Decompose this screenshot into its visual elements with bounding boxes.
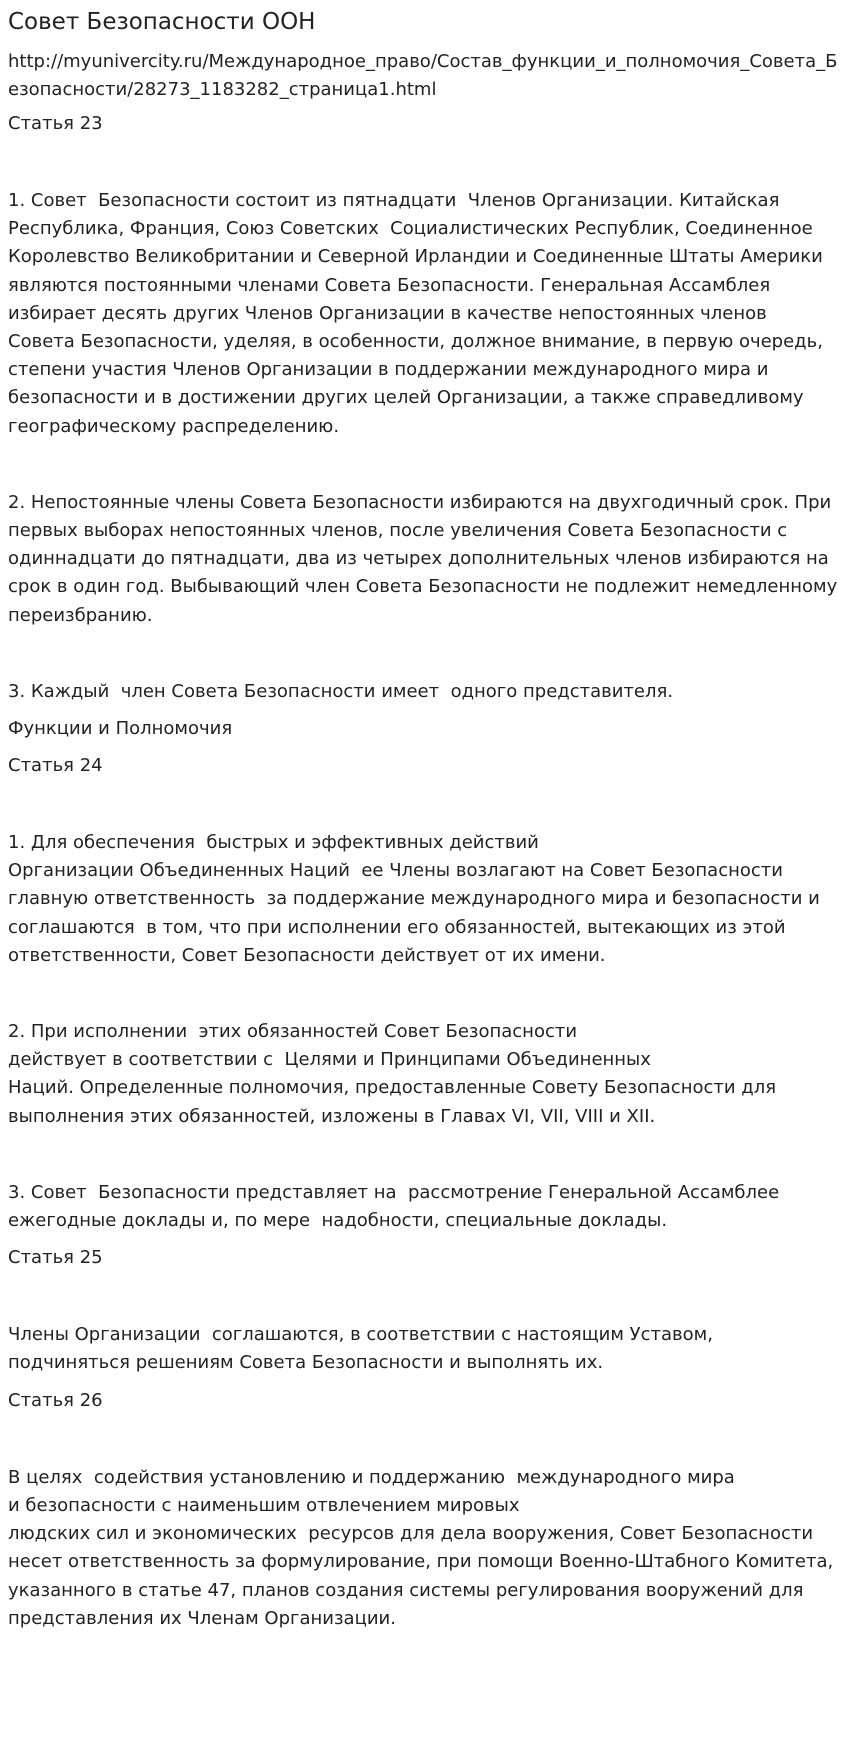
article-paragraph: Члены Организации соглашаются, в соответствии с настоящим Уставом, подчиняться решениям Совета Безопасности и выполнять их. bbox=[8, 1324, 719, 1374]
page-title: Совет Безопасности ООН bbox=[8, 9, 316, 35]
article-paragraph: 3. Совет Безопасности представляет на рассмотрение Генеральной Ассамблее ежегодные доклады и, по мере надобности, специальные доклады. bbox=[8, 1181, 785, 1232]
article-paragraph: 1. Для обеспечения быстрых и эффективных действий Организации Объединенных Наций ее Члены возлагают на Совет Безопасности главную ответственность за поддержание международного мира и безопасности и соглашаются в том, что при исполнении его обязанностей, вытекающих из этой ответственности, Совет Безопасности действует от их имени. bbox=[8, 832, 820, 966]
article-heading: Статья 23 bbox=[8, 113, 103, 134]
article-paragraph: В целях содействия установлению и поддержанию международного мира и безопасности с наименьшим отвлечением мировых людских сил и экономических ресурсов для дела вооружения, Совет Безопасности несет ответственность за формулирование, при помощи Военно-Штабного Комитета, указанного в статье 47, планов создания системы регулирования вооружений для представления их Членам Организации. bbox=[8, 1466, 834, 1629]
article-heading: Статья 24 bbox=[8, 755, 103, 777]
article-paragraph: 1. Совет Безопасности состоит из пятнадцати Членов Организации. Китайская Республика, Франция, Союз Советских Социалистических Республик, Соединенное Королевство Великобритании и Северной Ирландии и Соединенные Штаты Америки являются постоянными членами Совета Безопасности. Генеральная Ассамблея избирает десять других Членов Организации в качестве непостоянных членов Совета Безопасности, уделяя, в особенности, должное внимание, в первую очередь, степени участия Членов Организации в поддержании международного мира и безопасности и в достижении других целей Организации, а также справедливому географическому распределению. bbox=[8, 190, 829, 437]
source-link[interactable] bbox=[8, 48, 839, 104]
article-paragraph: 2. Непостоянные члены Совета Безопасности избираются на двухгодичный срок. При первых выборах непостоянных членов, после увеличения Совета Безопасности с одиннадцати до пятнадцати, два из четырех дополнительных членов избираются на срок в один год. Выбывающий член Совета Безопасности не подлежит немедленному переизбранию. bbox=[8, 491, 844, 626]
section-heading: Функции и Полномочия bbox=[8, 718, 233, 740]
article-heading: Статья 26 bbox=[8, 1389, 103, 1411]
article-paragraph: 2. При исполнении этих обязанностей Совет Безопасности действует в соответствии с Целями и Принципами Объединенных Наций. Определенные полномочия, предоставленные Совету Безопасности для выполнения этих обязанностей, изложены в Главах VI, VII, VIII и XII. bbox=[8, 1021, 777, 1127]
source-url[interactable]: http://myunivercity.ru/Международное_право/Состав_функции_и_полномочия_Совета_Безопасности/28273_1183282_страница1.html bbox=[8, 51, 838, 100]
article-paragraph: 3. Каждый член Совета Безопасности имеет одного представителя. bbox=[8, 680, 674, 702]
article-heading: Статья 25 bbox=[8, 1247, 103, 1269]
